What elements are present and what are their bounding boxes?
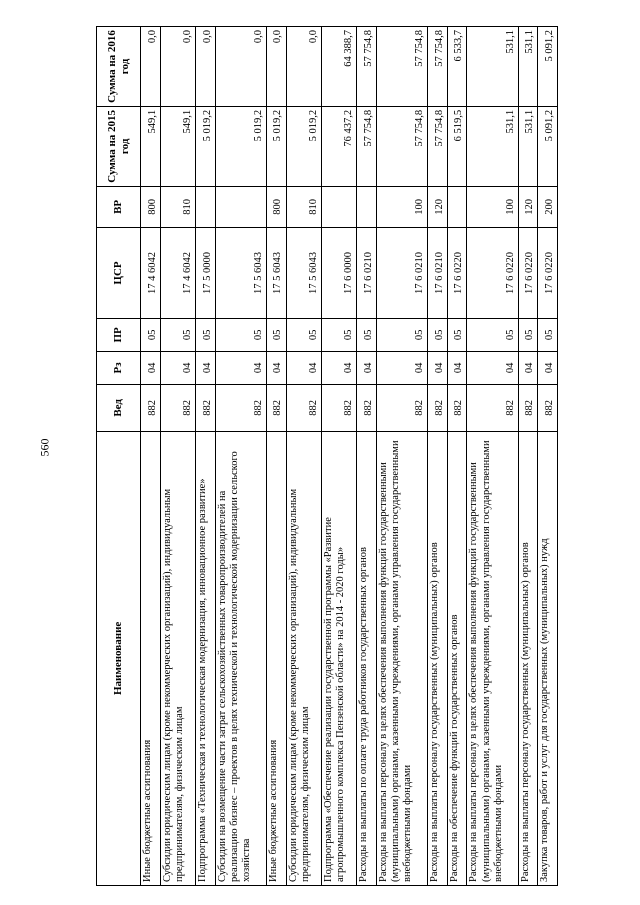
- cell-pr: 05: [357, 318, 377, 351]
- cell-csr: 17 6 0220: [447, 228, 467, 319]
- cell-pr: 05: [428, 318, 448, 351]
- cell-sum-2015: 5 019,2: [286, 106, 321, 186]
- cell-ved: 882: [357, 384, 377, 431]
- page-number: [36, 440, 56, 470]
- cell-ved: 882: [215, 384, 266, 431]
- table-row: [518, 27, 538, 886]
- cell-sum-2015: 76 437,2: [321, 106, 356, 186]
- table-row: [215, 27, 266, 886]
- cell-ved: 882: [141, 384, 161, 431]
- cell-vr: 800: [266, 186, 286, 227]
- cell-csr: 17 5 0000: [196, 228, 216, 319]
- cell-vr: [321, 186, 356, 227]
- cell-name: Подпрограмма «Обеспечение реализации государственной программы «Развитие агропромышленного комплекса Пензенской области» на 2014 - 2020 годы»: [321, 431, 356, 885]
- cell-vr: 810: [286, 186, 321, 227]
- cell-vr: 200: [538, 186, 558, 227]
- table-row: [286, 27, 321, 886]
- table-row: [196, 27, 216, 886]
- cell-csr: 17 4 6042: [141, 228, 161, 319]
- header-csr: ЦСР: [97, 228, 141, 319]
- cell-ved: 882: [447, 384, 467, 431]
- cell-sum-2015: 57 754,8: [357, 106, 377, 186]
- cell-sum-2016: 531,1: [467, 27, 518, 107]
- cell-vr: 100: [467, 186, 518, 227]
- cell-rz: 04: [321, 351, 356, 384]
- cell-rz: 04: [428, 351, 448, 384]
- rotated-table-container: [96, 26, 558, 886]
- cell-vr: 100: [376, 186, 427, 227]
- cell-csr: 17 6 0220: [467, 228, 518, 319]
- cell-csr: 17 6 0210: [428, 228, 448, 319]
- cell-name: Расходы на выплаты персоналу в целях обеспечения выполнения функций государственными (муниципальными) органами, казенными учреждениями, органами управления государственными внебюджетными фондами: [376, 431, 427, 885]
- cell-sum-2015: 549,1: [160, 106, 195, 186]
- table-row: [538, 27, 558, 886]
- cell-name: Субсидии юридическим лицам (кроме некоммерческих организаций), индивидуальным предпринимателям, физическим лицам: [160, 431, 195, 885]
- cell-csr: 17 5 6043: [215, 228, 266, 319]
- cell-pr: 05: [266, 318, 286, 351]
- cell-pr: 05: [141, 318, 161, 351]
- header-ved: Вед: [97, 384, 141, 431]
- cell-csr: 17 6 0210: [376, 228, 427, 319]
- cell-name: Расходы на выплаты персоналу в целях обеспечения выполнения функций государственными (муниципальными) органами, казенными учреждениями, органами управления государственными внебюджетными фондами: [467, 431, 518, 885]
- table-row: [160, 27, 195, 886]
- cell-csr: 17 6 0220: [518, 228, 538, 319]
- cell-ved: 882: [467, 384, 518, 431]
- cell-pr: 05: [376, 318, 427, 351]
- cell-name: Иные бюджетные ассигнования: [141, 431, 161, 885]
- cell-pr: 05: [467, 318, 518, 351]
- cell-sum-2016: 5 091,2: [538, 27, 558, 107]
- cell-ved: 882: [518, 384, 538, 431]
- budget-table: [96, 26, 558, 886]
- cell-name: Расходы на выплаты персоналу государственных (муниципальных) органов: [428, 431, 448, 885]
- cell-vr: [215, 186, 266, 227]
- cell-name: Субсидии юридическим лицам (кроме некоммерческих организаций), индивидуальным предпринимателям, физическим лицам: [286, 431, 321, 885]
- cell-ved: 882: [196, 384, 216, 431]
- cell-sum-2016: 0,0: [215, 27, 266, 107]
- cell-sum-2015: 5 019,2: [215, 106, 266, 186]
- cell-sum-2015: 5 091,2: [538, 106, 558, 186]
- cell-sum-2015: 57 754,8: [428, 106, 448, 186]
- cell-sum-2016: 6 533,7: [447, 27, 467, 107]
- header-pr: ПР: [97, 318, 141, 351]
- cell-ved: 882: [321, 384, 356, 431]
- cell-name: Закупка товаров, работ и услуг для государственных (муниципальных) нужд: [538, 431, 558, 885]
- cell-rz: 04: [196, 351, 216, 384]
- cell-rz: 04: [538, 351, 558, 384]
- cell-sum-2016: 0,0: [160, 27, 195, 107]
- cell-name: Расходы на выплаты по оплате труда работников государственных органов: [357, 431, 377, 885]
- cell-sum-2016: 64 388,7: [321, 27, 356, 107]
- cell-sum-2016: 57 754,8: [376, 27, 427, 107]
- header-name: Наименование: [97, 431, 141, 885]
- cell-csr: 17 5 6043: [286, 228, 321, 319]
- cell-ved: 882: [376, 384, 427, 431]
- cell-rz: 04: [357, 351, 377, 384]
- cell-vr: 120: [428, 186, 448, 227]
- cell-pr: 05: [286, 318, 321, 351]
- cell-csr: 17 6 0220: [538, 228, 558, 319]
- table-row: [141, 27, 161, 886]
- cell-ved: 882: [538, 384, 558, 431]
- cell-sum-2016: 0,0: [196, 27, 216, 107]
- cell-sum-2016: 0,0: [141, 27, 161, 107]
- cell-rz: 04: [141, 351, 161, 384]
- cell-vr: [447, 186, 467, 227]
- header-rz: Рз: [97, 351, 141, 384]
- cell-rz: 04: [447, 351, 467, 384]
- cell-ved: 882: [266, 384, 286, 431]
- page-number-text: 560: [37, 438, 52, 457]
- cell-vr: 800: [141, 186, 161, 227]
- cell-sum-2016: 531,1: [518, 27, 538, 107]
- header-vr: ВР: [97, 186, 141, 227]
- table-row: [321, 27, 356, 886]
- cell-pr: 05: [196, 318, 216, 351]
- table-row: [357, 27, 377, 886]
- cell-pr: 05: [321, 318, 356, 351]
- header-sum-2015: Сумма на 2015 год: [97, 106, 141, 186]
- cell-pr: 05: [215, 318, 266, 351]
- table-row: [376, 27, 427, 886]
- cell-sum-2015: 531,1: [467, 106, 518, 186]
- cell-sum-2016: 0,0: [266, 27, 286, 107]
- cell-vr: [357, 186, 377, 227]
- cell-vr: [196, 186, 216, 227]
- cell-sum-2016: 57 754,8: [428, 27, 448, 107]
- cell-name: Подпрограмма «Техническая и технологическая модернизация, инновационное развитие»: [196, 431, 216, 885]
- cell-csr: 17 4 6042: [160, 228, 195, 319]
- header-sum-2016: Сумма на 2016 год: [97, 27, 141, 107]
- table-row: [467, 27, 518, 886]
- cell-sum-2015: 531,1: [518, 106, 538, 186]
- cell-name: Субсидии на возмещение части затрат сельскохозяйственных товаропроизводителей на реализацию бизнес – проектов в целях технической и технологической модернизации сельского хозяйства: [215, 431, 266, 885]
- table-row: [447, 27, 467, 886]
- cell-sum-2015: 6 519,5: [447, 106, 467, 186]
- cell-rz: 04: [286, 351, 321, 384]
- cell-ved: 882: [428, 384, 448, 431]
- cell-rz: 04: [215, 351, 266, 384]
- cell-name: Расходы на выплаты персоналу государственных (муниципальных) органов: [518, 431, 538, 885]
- cell-rz: 04: [518, 351, 538, 384]
- cell-csr: 17 5 6043: [266, 228, 286, 319]
- table-row: [266, 27, 286, 886]
- table-row: [428, 27, 448, 886]
- cell-csr: 17 6 0210: [357, 228, 377, 319]
- cell-sum-2016: 0,0: [286, 27, 321, 107]
- cell-sum-2015: 549,1: [141, 106, 161, 186]
- cell-pr: 05: [538, 318, 558, 351]
- cell-pr: 05: [518, 318, 538, 351]
- cell-vr: 120: [518, 186, 538, 227]
- cell-csr: 17 6 0000: [321, 228, 356, 319]
- cell-sum-2015: 57 754,8: [376, 106, 427, 186]
- cell-pr: 05: [447, 318, 467, 351]
- cell-rz: 04: [376, 351, 427, 384]
- table-header-row: [97, 27, 141, 886]
- cell-rz: 04: [160, 351, 195, 384]
- cell-ved: 882: [160, 384, 195, 431]
- cell-sum-2015: 5 019,2: [196, 106, 216, 186]
- cell-rz: 04: [266, 351, 286, 384]
- cell-vr: 810: [160, 186, 195, 227]
- cell-rz: 04: [467, 351, 518, 384]
- cell-sum-2015: 5 019,2: [266, 106, 286, 186]
- cell-ved: 882: [286, 384, 321, 431]
- cell-name: Расходы на обеспечение функций государственных органов: [447, 431, 467, 885]
- cell-sum-2016: 57 754,8: [357, 27, 377, 107]
- cell-name: Иные бюджетные ассигнования: [266, 431, 286, 885]
- cell-pr: 05: [160, 318, 195, 351]
